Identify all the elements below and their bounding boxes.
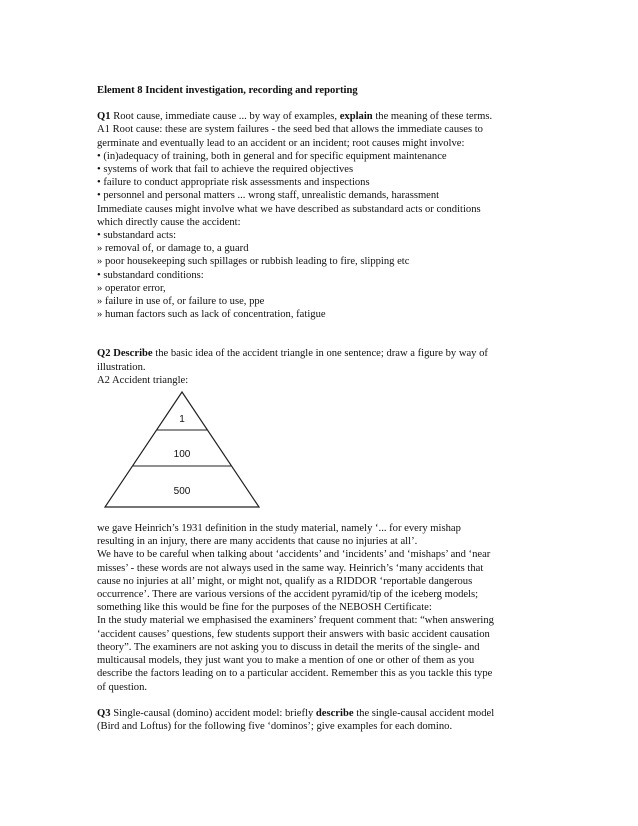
q2-answer-line: of question. [97, 681, 148, 693]
spacer [97, 694, 547, 707]
q1-answer-line: • substandard acts: [97, 230, 177, 242]
q1-answer-line: » failure in use of, or failure to use, ppe [97, 296, 265, 308]
q1-keyword: explain [339, 111, 373, 123]
q1-question-text-a: Root cause, immediate cause ... by way of examples, [110, 111, 340, 123]
triangle-top-value: 1 [179, 414, 185, 426]
q1-answer-line: » poor housekeeping such spillages or rubbish leading to fire, slipping etc [97, 256, 410, 268]
q2-answer-line: describe the factors leading on to a particular accident. Remember this as you tackle this type [97, 668, 493, 680]
q1-question [97, 110, 547, 123]
q1-answer-line: A1 Root cause: these are system failures - the seed bed that allows the immediate causes to [97, 124, 483, 136]
q1-answer-line: • personnel and personal matters ... wrong staff, unrealistic demands, harassment [97, 190, 440, 202]
document-title: Element 8 Incident investigation, recording and reporting [97, 85, 358, 96]
triangle-middle-value: 100 [173, 449, 191, 461]
q1-answer-line: • systems of work that fail to achieve the required objectives [97, 164, 354, 176]
q2-question [97, 347, 547, 360]
q2-answer-line: We have to be careful when talking about ‘accidents’ and ‘incidents’ and ‘mishaps’ and ‘near [97, 549, 491, 561]
q1-answer-line: • substandard conditions: [97, 269, 204, 281]
q2-answer-line: ‘accident causes’ questions, few students support their answers with basic accident causation [97, 628, 490, 640]
q1-answer-line: » operator error, [97, 282, 166, 294]
q2-answer-line: cause no injuries at all’ might, or might not, qualify as a RIDDOR ‘reportable dangerous [97, 575, 473, 587]
q2-question-line2: illustration. [97, 361, 146, 373]
q2-answer-line: we gave Heinrich’s 1931 definition in the study material, namely ‘... for every mishap [97, 523, 461, 535]
document-body [97, 84, 547, 733]
q3-question [97, 707, 547, 720]
q2-answer-intro: A2 Accident triangle: [97, 374, 189, 386]
q1-label: Q1 [97, 111, 111, 123]
q2-answer-line: resulting in an injury, there are many accidents that cause no injuries at all’. [97, 536, 418, 548]
q3-question-text-b: the single-causal accident model [353, 707, 495, 719]
q3-question-text-a: Single-causal (domino) accident model: briefly [110, 707, 316, 719]
q2-answer-line: theory”. The examiners are not asking you to discuss in detail the merits of the single- and [97, 641, 480, 653]
q1-question-text-b: the meaning of these terms. [372, 111, 493, 123]
q1-answer-line: • (in)adequacy of training, both in general and for specific equipment maintenance [97, 150, 447, 162]
q2-question-text: the basic idea of the accident triangle in one sentence; draw a figure by way of [152, 348, 488, 360]
q2-answer-line: occurrence’. There are various versions of the accident pyramid/tip of the iceberg models; [97, 589, 479, 601]
q1-answer-line: which directly cause the accident: [97, 216, 241, 228]
q3-label: Q3 [97, 707, 111, 719]
q2-answer-line: misses’ - these words are not always used in the same way. Heinrich’s ‘many accidents that [97, 562, 484, 574]
q2-keyword: Describe [113, 348, 153, 360]
q2-answer-line: In the study material we emphasised the examiners’ frequent comment that: “when answering [97, 615, 494, 627]
q2-answer-line: something like this would be fine for the purposes of the NEBOSH Certificate: [97, 602, 432, 614]
q1-answer-line: germinate and eventually lead to an accident or an incident; root causes might involve: [97, 137, 465, 149]
q2-label: Q2 [97, 348, 111, 360]
q1-answer-line: » human factors such as lack of concentration, fatigue [97, 309, 326, 321]
q1-answer-line: • failure to conduct appropriate risk assessments and inspections [97, 177, 370, 189]
q1-answer-line: » removal of, or damage to, a guard [97, 243, 249, 255]
q2-answer [97, 522, 547, 694]
q3-keyword: describe [315, 707, 354, 719]
q1-answer-line: Immediate causes might involve what we have described as substandard acts or conditions [97, 203, 481, 215]
triangle-bottom-value: 500 [173, 486, 191, 498]
spacer [97, 321, 547, 347]
q1-answer [97, 123, 547, 321]
q3-question-line2: (Bird and Loftus) for the following five ‘dominos’; give examples for each domino. [97, 720, 453, 732]
accident-triangle-figure [97, 389, 267, 514]
q2-answer-line: multicausal models, they just want you to make a mention of one or other of them as you [97, 655, 475, 667]
